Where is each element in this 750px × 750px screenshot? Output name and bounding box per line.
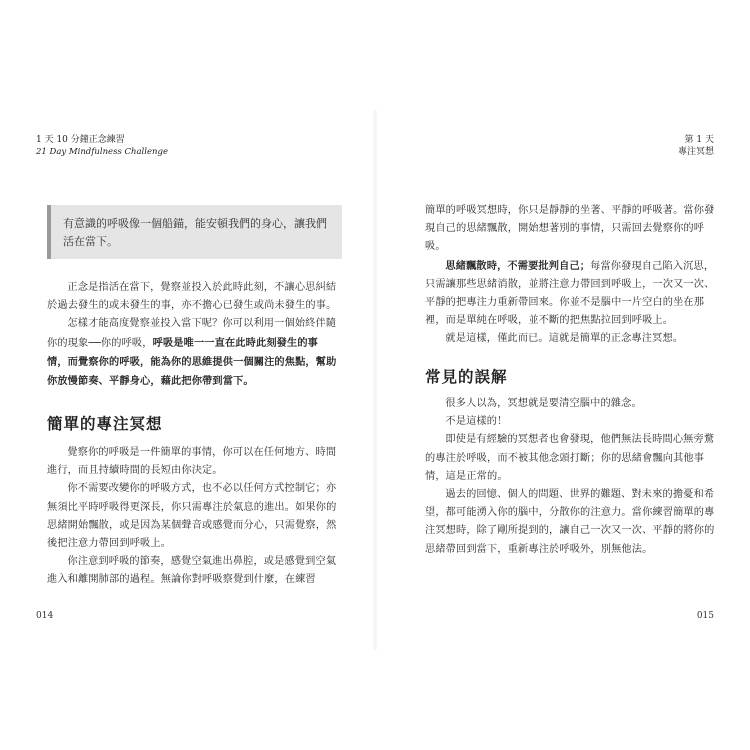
paragraph: 很多人以為，冥想就是要清空腦中的雜念。 [445,398,642,409]
book-subtitle: 21 Day Mindfulness Challenge [36,147,168,157]
paragraph: 簡單的呼吸冥想時，你只是靜靜的坐著、平靜的呼吸著。當你發現自己的思緒飄散，開始想著別的事情，只需回去覺察你的呼吸。 [425,205,715,253]
paragraph: 即使是有經驗的冥想者也會發現，他們無法長時間心無旁騖的專注於呼吸，而不被其他念頭打斷；你的思緒會飄向其他事情，這是正常的。 [425,434,715,482]
paragraph: 過去的回憶、個人的問題、世界的難題、對未來的擔憂和希望，都可能湧入你的腦中，分散你的注意力。當你練習簡單的專注冥想時，除了剛所提到的，讓自己一次又一次、平靜的將你的思緒帶回到當下，重新專注於呼吸外，別無他法。 [425,489,715,555]
paragraph: 你不需要改變你的呼吸方式，也不必以任何方式控制它；亦無須比平時呼吸得更深長，你只需專注於氣息的進出。如果你的思緒開始飄散，或是因為某個聲音或感覺而分心，只需覺察，然後把注意力帶回到呼吸上。 [47,483,337,550]
paragraph: 不是這樣的！ [445,416,508,428]
right-page [375,0,750,750]
emphasis-text: 思緒飄散時，不需要批判自己； [445,259,591,272]
pull-quote: 有意識的呼吸像一個船錨，能安頓我們的身心，讓我們活在當下。 [47,205,342,259]
paragraph: 就是這樣，僅此而已。這就是簡單的正念專注冥想。 [445,333,684,345]
paragraph [47,315,337,391]
paragraph-text: 每當你發現自己陷入沉思，只需讓那些思緒消散，並將注意力帶回到呼吸上，一次又一次、平靜的把專注力重新帶回來。你並不是腦中一片空白的坐在那裡，而是單純在呼吸，並不斷的把焦點拉回到呼吸上。 [425,260,715,327]
paragraph [425,257,715,331]
running-header-right [678,134,714,158]
chapter-label: 專注冥想 [677,147,714,157]
continued-text [425,202,715,349]
emphasis-text: 呼吸是唯一一直在此時此刻發生的事情，而覺察你的呼吸，能為你的思維提供一個關注的焦點，幫助你放慢節奏、平靜身心，藉此把你帶到當下。 [47,336,337,388]
section-heading: 簡單的專注冥想 [47,414,163,433]
paragraph-text: 怎樣才能高度覺察並投入當下呢？你可以利用一個始終伴隨你的現象──你的呼吸， [47,318,337,349]
book-title: 1 天 10 分鐘正念練習 [36,135,125,145]
paragraph: 覺察你的呼吸是一件簡單的事情，你可以在任何地方、時間進行，而且持續時間的長短由你決定。 [47,447,337,477]
section-text [425,395,715,559]
day-label: 第 1 天 [684,135,714,145]
section-text [47,444,337,590]
page-number: 015 [696,611,714,621]
intro-text [47,279,337,391]
section-heading: 常見的誤解 [425,367,508,386]
paragraph: 正念是指活在當下，覺察並投入於此時此刻，不讓心思糾結於過去發生的或未發生的事，亦不擔心已發生或尚未發生的事。 [47,282,337,312]
page-number: 014 [36,611,54,621]
running-header-left [36,134,168,158]
paragraph: 你注意到呼吸的節奏，感覺空氣進出鼻腔，或是感覺到空氣進入和離開肺部的過程。無論你對呼吸察覺到什麼，在練習 [47,556,337,586]
